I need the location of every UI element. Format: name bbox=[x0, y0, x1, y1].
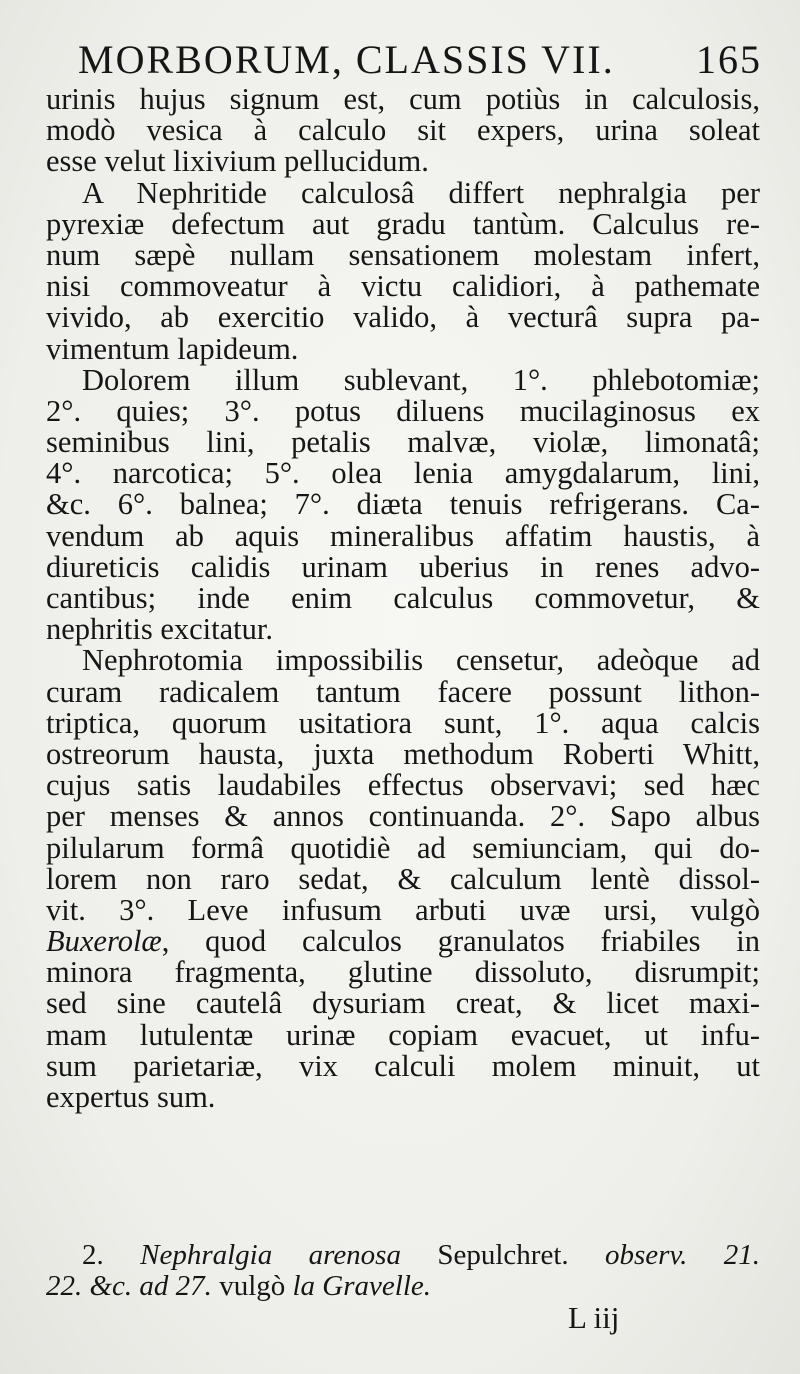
footnote-title: Nephralgia arenosa bbox=[140, 1239, 401, 1271]
text-line: vit. 3°. Leve infusum arbuti uvæ ursi, vulgò bbox=[46, 892, 760, 927]
footnote-ref: observ. 21. bbox=[605, 1239, 761, 1271]
text-line: cantibus; inde enim calculus commovetur, & bbox=[46, 581, 760, 615]
text-line: Nephrotomia impossibilis censetur, adeòque ad bbox=[82, 643, 760, 678]
text-line: cujus satis laudabiles effectus observavi; sed hæc bbox=[46, 768, 760, 803]
text-line: curam radicalem tantum facere possunt lithon- bbox=[46, 674, 760, 709]
footnote-french-name: la Gravelle. bbox=[292, 1270, 432, 1303]
text-line: urinis hujus signum est, cum potiùs in calculosis, bbox=[46, 82, 760, 116]
text-line: 4°. narcotica; 5°. olea lenia amygdalarum, lini, bbox=[46, 456, 760, 491]
text-line: Dolorem illum sublevant, 1°. phlebotomiæ; bbox=[82, 362, 760, 397]
footnote-ref-cont: 22. &c. ad 27. bbox=[46, 1270, 212, 1303]
text-line: vimentum lapideum. bbox=[46, 331, 299, 366]
text-line: 2°. quies; 3°. potus diluens mucilaginosus ex bbox=[46, 393, 760, 428]
main-text bbox=[46, 84, 760, 1113]
running-title: MORBORUM, CLASSIS VII. bbox=[78, 37, 615, 82]
footnote-author: Sepulchret. bbox=[437, 1239, 569, 1271]
text-line: &c. 6°. balnea; 7°. diæta tenuis refrigerans. Ca- bbox=[46, 487, 760, 522]
text-line: seminibus lini, petalis malvæ, violæ, limonatâ; bbox=[46, 425, 760, 460]
text-line: num sæpè nullam sensationem molestam infert, bbox=[46, 237, 760, 272]
text-line: esse velut lixivium pellucidum. bbox=[46, 144, 429, 179]
text-line: Buxerolæ, quod calculos granulatos friabiles in bbox=[46, 924, 760, 959]
text-line: nisi commoveatur à victu calidiori, à pathemate bbox=[46, 269, 760, 304]
text-line: pyrexiæ defectum aut gradu tantùm. Calculus re- bbox=[46, 206, 760, 241]
page-number: 165 bbox=[696, 37, 762, 82]
text-line: ostreorum hausta, juxta methodum Roberti Whitt, bbox=[46, 736, 760, 771]
footnote-number: 2. bbox=[82, 1239, 104, 1271]
text-line: per menses & annos continuanda. 2°. Sapo albus bbox=[46, 799, 760, 834]
signature-mark: L iij bbox=[568, 1300, 620, 1335]
text-line: lorem non raro sedat, & calculum lentè dissol- bbox=[46, 861, 760, 896]
text-line: nephritis excitatur. bbox=[46, 612, 273, 647]
text-line: vivido, ab exercitio valido, à vecturâ supra pa- bbox=[46, 300, 760, 335]
text-line: diureticis calidis urinam uberius in renes advo- bbox=[46, 549, 760, 584]
text-line: sed sine cautelâ dysuriam creat, & licet maxi- bbox=[46, 986, 760, 1021]
text-line: expertus sum. bbox=[46, 1080, 216, 1114]
text-line: modò vesica à calculo sit expers, urina soleat bbox=[46, 113, 760, 148]
text-line: pilularum formâ quotidiè ad semiunciam, qui do- bbox=[46, 830, 760, 865]
footnote-vulgo: vulgò bbox=[219, 1270, 286, 1303]
text-line: mam lutulentæ urinæ copiam evacuet, ut infu- bbox=[46, 1017, 760, 1052]
text-line: sum parietariæ, vix calculi molem minuit, ut bbox=[46, 1048, 760, 1083]
footnote-line-1 bbox=[46, 1240, 760, 1271]
text-line: minora fragmenta, glutine dissoluto, disrumpit; bbox=[46, 955, 760, 990]
text-line: A Nephritide calculosâ differt nephralgia per bbox=[82, 175, 760, 210]
text-line: vendum ab aquis mineralibus affatim haustis, à bbox=[46, 518, 760, 553]
footnote-line-2 bbox=[46, 1271, 760, 1302]
text-line: triptica, quorum usitatiora sunt, 1°. aqua calcis bbox=[46, 705, 760, 740]
italic-word: Buxerolæ bbox=[46, 924, 162, 959]
footnote bbox=[46, 1240, 760, 1302]
